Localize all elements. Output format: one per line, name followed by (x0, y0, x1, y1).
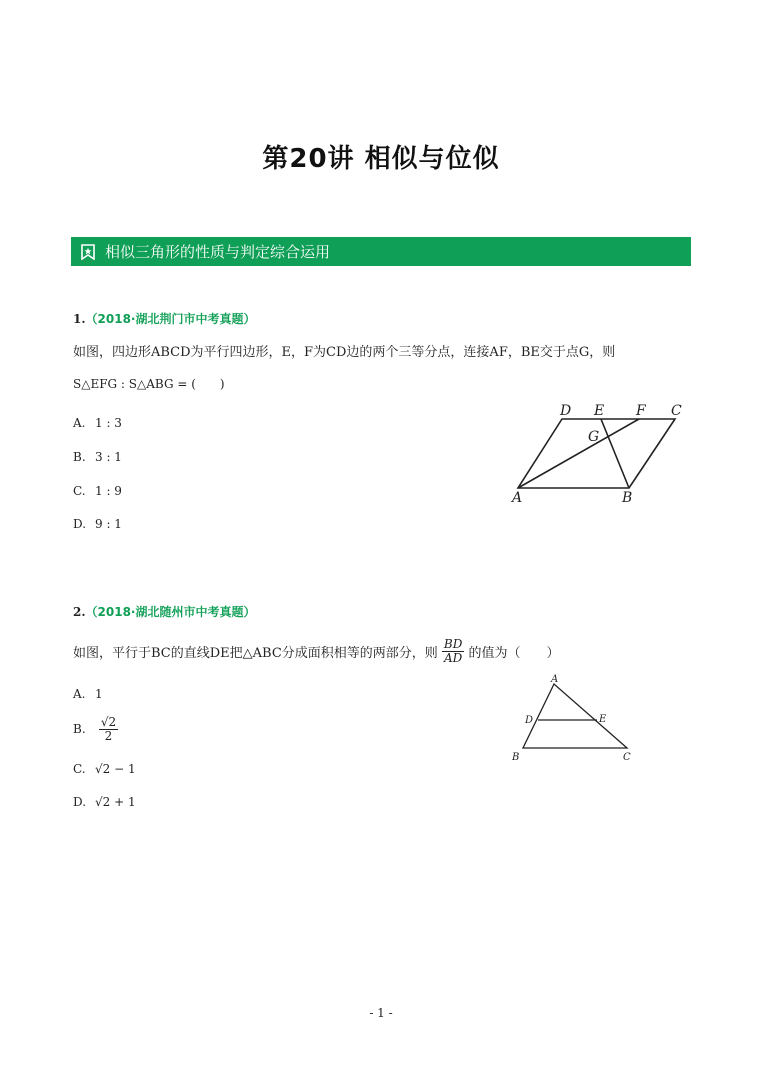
triangle-abc (523, 684, 627, 748)
label-d2: D (525, 715, 534, 726)
question-1-source: （2018·湖北荆门市中考真题） (85, 312, 256, 326)
page-title: 第20讲 相似与位似 (262, 144, 500, 174)
question-1-text-line2: S△EFG : S△ABG = ( ) (73, 377, 225, 391)
fraction-bd-ad: $\frac{BD}{AD}$ (443, 637, 463, 665)
page-number: - 1 - (369, 1006, 393, 1020)
label-a2: A (551, 674, 559, 685)
label-c: C (671, 403, 682, 419)
section-title: 相似三角形的性质与判定综合运用 (105, 243, 331, 261)
question-1-figure (505, 400, 705, 510)
label-f: F (636, 403, 646, 419)
label-c2: C (623, 752, 631, 763)
segment-be (601, 419, 629, 488)
label-d: D (560, 403, 572, 419)
question-2-number: 2. (73, 605, 86, 619)
label-g: G (588, 429, 600, 445)
label-b2: B (512, 752, 520, 763)
label-a: A (512, 490, 523, 506)
question-1-header (73, 310, 256, 327)
question-2-text: 如图，平行于BC的直线DE把△ABC分成面积相等的两部分，则 $\frac{BD}{AD}$ 的值为（ ） (73, 637, 560, 665)
question-2-option-b[interactable]: B. $\frac{√2}{2}$ (73, 715, 117, 743)
question-2-option-a[interactable]: A. 1 (73, 687, 103, 701)
bookmark-star-icon (81, 244, 95, 260)
question-1-option-b[interactable]: B. 3 : 1 (73, 450, 122, 464)
question-2-header (73, 603, 256, 620)
question-1-option-c[interactable]: C. 1 : 9 (73, 484, 122, 498)
question-2-figure (505, 672, 640, 764)
question-2-source: （2018·湖北随州市中考真题） (85, 605, 256, 619)
question-2-option-d[interactable]: D. √2 + 1 (73, 795, 136, 809)
label-b: B (622, 490, 633, 506)
label-e: E (594, 403, 605, 419)
section-header (71, 237, 691, 266)
segment-af (518, 419, 639, 488)
question-2-option-c[interactable]: C. √2 − 1 (73, 762, 136, 776)
question-1-text-line1: 如图，四边形ABCD为平行四边形，E，F为CD边的两个三等分点，连接AF，BE交于点G，则 (73, 345, 616, 360)
question-1-option-d[interactable]: D. 9 : 1 (73, 517, 122, 531)
question-1-number: 1. (73, 312, 86, 326)
label-e2: E (599, 714, 607, 725)
question-1-option-a[interactable]: A. 1 : 3 (73, 416, 122, 430)
